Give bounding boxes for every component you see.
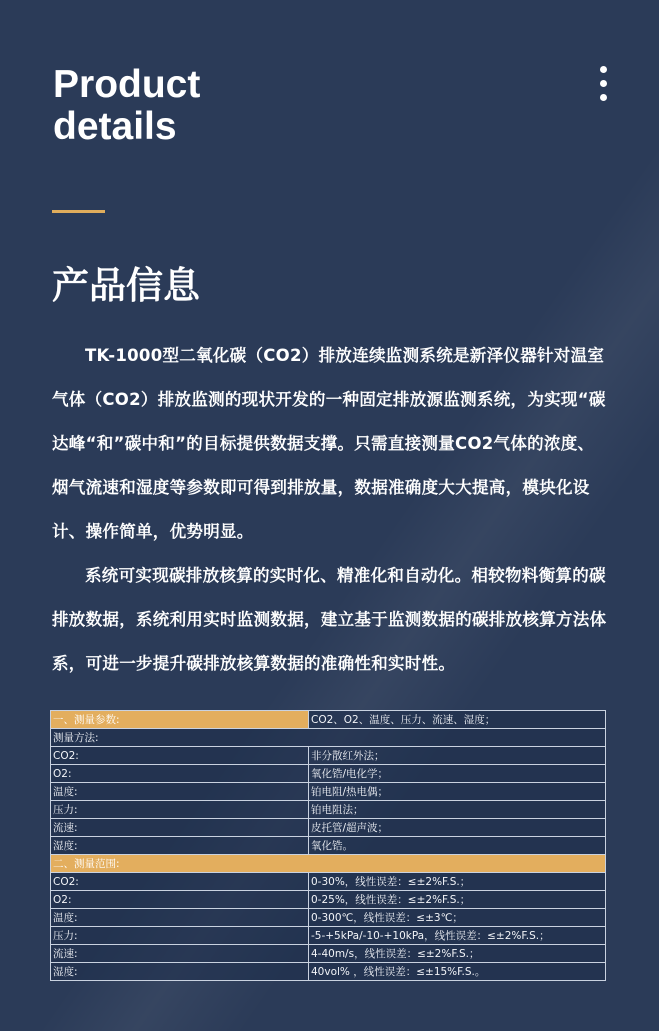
table-cell-label: CO2: [51, 747, 309, 765]
table-row [51, 801, 606, 819]
table-cell-label: CO2: [51, 873, 309, 891]
table-row [51, 963, 606, 981]
table-cell-value: 非分散红外法； [309, 747, 606, 765]
table-cell-label: 压力: [51, 801, 309, 819]
table-cell-value: 4-40m/s，线性误差：≤±2%F.S.； [309, 945, 606, 963]
table-cell-value: 氧化锆。 [309, 837, 606, 855]
table-cell-value: 40vol% ，线性误差：≤±15%F.S.。 [309, 963, 606, 981]
table-cell-value: 0-25%，线性误差：≤±2%F.S.； [309, 891, 606, 909]
table-cell-value: 氧化锆/电化学； [309, 765, 606, 783]
table-cell-value: 0-30%，线性误差：≤±2%F.S.； [309, 873, 606, 891]
accent-divider [52, 210, 105, 213]
table-row [51, 855, 606, 873]
table-cell-label: O2: [51, 891, 309, 909]
spec-table [50, 710, 606, 981]
table-cell-value: -5-+5kPa/-10-+10kPa，线性误差：≤±2%F.S.； [309, 927, 606, 945]
table-row [51, 909, 606, 927]
section-header: 二、测量范围: [51, 855, 606, 873]
table-row [51, 837, 606, 855]
table-row [51, 783, 606, 801]
table-cell-label: 流速: [51, 945, 309, 963]
table-row [51, 819, 606, 837]
table-row [51, 747, 606, 765]
table-cell-label: 温度: [51, 909, 309, 927]
table-cell-label: O2: [51, 765, 309, 783]
table-cell-value: 铂电阻法； [309, 801, 606, 819]
table-cell-label: 流速: [51, 819, 309, 837]
table-row [51, 873, 606, 891]
table-cell-label: 温度: [51, 783, 309, 801]
more-vertical-icon[interactable] [596, 66, 610, 104]
table-cell-value: 0-300℃，线性误差：≤±3℃； [309, 909, 606, 927]
section-title: 产品信息 [52, 264, 200, 307]
page-title: Product details [53, 63, 201, 148]
table-row: 一、测量参数: CO2、O2、温度、压力、流速、湿度； [51, 711, 606, 729]
description-paragraph: TK-1000型二氧化碳（CO2）排放连续监测系统是新泽仪器针对温室气体（CO2）排放监测的现状开发的一种固定排放源监测系统，为实现“碳达峰“和”碳中和”的目标提供数据支撑。只需直接测量CO2气体的浓度、烟气流速和湿度等参数即可得到排放量，数据准确度大大提高，模块化设计、操作简单，优势明显。 [52, 346, 606, 541]
table-cell-label: 湿度: [51, 837, 309, 855]
table-row [51, 891, 606, 909]
table-cell-label: 压力: [51, 927, 309, 945]
table-row [51, 945, 606, 963]
table-cell-value: 铂电阻/热电偶； [309, 783, 606, 801]
description-paragraph: 系统可实现碳排放核算的实时化、精准化和自动化。相较物料衡算的碳排放数据，系统利用实时监测数据，建立基于监测数据的碳排放核算方法体系，可进一步提升碳排放核算数据的准确性和实时性。 [52, 566, 607, 673]
table-row [51, 765, 606, 783]
table-cell-value: 皮托管/超声波； [309, 819, 606, 837]
table-cell-label: 湿度: [51, 963, 309, 981]
table-row: 测量方法: [51, 729, 606, 747]
table-row [51, 927, 606, 945]
